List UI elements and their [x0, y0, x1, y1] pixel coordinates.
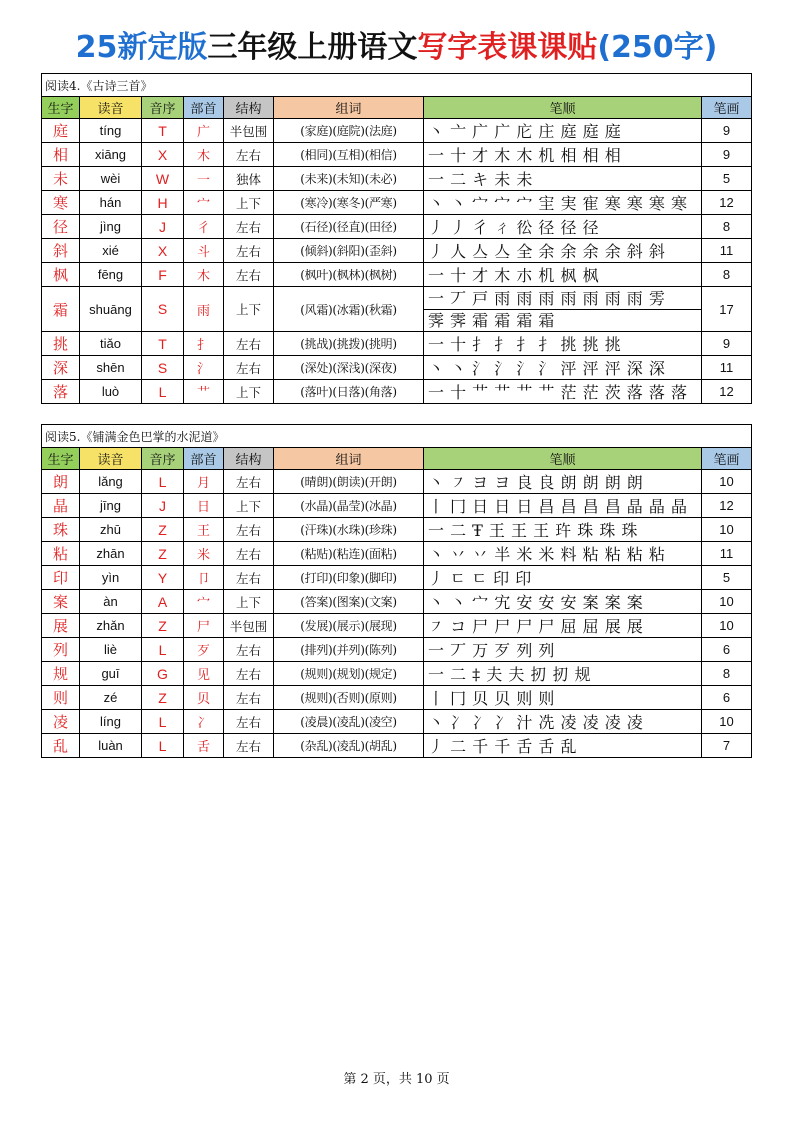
- cell-words: (排列)(并列)(陈列): [274, 638, 424, 662]
- table-row: [42, 191, 752, 215]
- cell-order: 丨 冂 日 日 日 昌 昌 昌 昌 晶 晶 晶: [424, 494, 702, 518]
- header-radical: 部首: [184, 97, 224, 119]
- cell-strokes: 8: [702, 662, 752, 686]
- section-poems: [41, 73, 751, 404]
- cell-initial: F: [142, 263, 184, 287]
- cell-char: 未: [42, 167, 80, 191]
- cell-structure: 上下: [224, 191, 274, 215]
- table-row: [42, 470, 752, 494]
- cell-words: (晴朗)(朗读)(开朗): [274, 470, 424, 494]
- cell-initial: H: [142, 191, 184, 215]
- cell-initial: L: [142, 470, 184, 494]
- cell-initial: T: [142, 119, 184, 143]
- cell-initial: L: [142, 380, 184, 404]
- cell-char: 径: [42, 215, 80, 239]
- cell-strokes: 12: [702, 191, 752, 215]
- cell-structure: 上下: [224, 380, 274, 404]
- cell-radical: 艹: [184, 380, 224, 404]
- cell-structure: 左右: [224, 662, 274, 686]
- cell-structure: 左右: [224, 710, 274, 734]
- cell-strokes: 12: [702, 494, 752, 518]
- cell-initial: L: [142, 734, 184, 758]
- order-line-2: 霁 霁 霜 霜 霜 霜: [428, 310, 555, 330]
- cell-initial: J: [142, 215, 184, 239]
- cell-strokes: 9: [702, 119, 752, 143]
- cell-strokes: 12: [702, 380, 752, 404]
- cell-initial: L: [142, 710, 184, 734]
- table-row: [42, 734, 752, 758]
- cell-char: 霜: [42, 287, 80, 332]
- cell-radical: 米: [184, 542, 224, 566]
- cell-char: 则: [42, 686, 80, 710]
- cell-strokes: 10: [702, 470, 752, 494]
- cell-order: ㇇ コ 尸 尸 尸 尸 屈 屈 展 展: [424, 614, 702, 638]
- cell-pinyin: tiǎo: [80, 332, 142, 356]
- cell-structure: 左右: [224, 143, 274, 167]
- cell-initial: X: [142, 239, 184, 263]
- cell-order: 一 十 艹 艹 艹 艹 茫 茫 茨 落 落 落: [424, 380, 702, 404]
- cell-char: 庭: [42, 119, 80, 143]
- cell-order: 丶 丶 宀 宀 宀 宔 実 寉 寒 寒 寒 寒: [424, 191, 702, 215]
- cell-words: (汗珠)(水珠)(珍珠): [274, 518, 424, 542]
- table-row: [42, 662, 752, 686]
- cell-pinyin: zhū: [80, 518, 142, 542]
- cell-initial: Z: [142, 542, 184, 566]
- cell-strokes: 11: [702, 239, 752, 263]
- cell-structure: 半包围: [224, 614, 274, 638]
- cell-radical: 彳: [184, 215, 224, 239]
- cell-structure: 左右: [224, 518, 274, 542]
- cell-structure: 上下: [224, 494, 274, 518]
- section-cement-road: [41, 424, 751, 758]
- cell-words: (挑战)(挑拨)(挑明): [274, 332, 424, 356]
- table-row: [42, 686, 752, 710]
- cell-radical: 木: [184, 143, 224, 167]
- cell-char: 展: [42, 614, 80, 638]
- cell-order: 丶 亠 广 广 庀 庄 庭 庭 庭: [424, 119, 702, 143]
- cell-strokes: 8: [702, 263, 752, 287]
- table-row: [42, 263, 752, 287]
- cell-radical: 氵: [184, 356, 224, 380]
- cell-structure: 左右: [224, 542, 274, 566]
- cell-radical: 一: [184, 167, 224, 191]
- page-title: [0, 28, 793, 68]
- cell-pinyin: shuāng: [80, 287, 142, 332]
- cell-order: 一 二 Ŧ 王 王 王 玝 珠 珠 珠: [424, 518, 702, 542]
- table-row: [42, 710, 752, 734]
- cell-initial: W: [142, 167, 184, 191]
- cell-words: (发展)(展示)(展现): [274, 614, 424, 638]
- table-row: [42, 356, 752, 380]
- cell-pinyin: jìng: [80, 215, 142, 239]
- stroke-table: [41, 73, 752, 404]
- cell-pinyin: guī: [80, 662, 142, 686]
- cell-radical: 卩: [184, 566, 224, 590]
- cell-order: 丶 丷 丷 半 米 米 料 粘 粘 粘 粘: [424, 542, 702, 566]
- cell-words: (凌晨)(凌乱)(凌空): [274, 710, 424, 734]
- cell-structure: 左右: [224, 470, 274, 494]
- cell-char: 落: [42, 380, 80, 404]
- cell-strokes: 6: [702, 638, 752, 662]
- header-strokes: 笔画: [702, 97, 752, 119]
- cell-words: (粘贴)(粘连)(面粘): [274, 542, 424, 566]
- cell-initial: T: [142, 332, 184, 356]
- cell-char: 乱: [42, 734, 80, 758]
- cell-initial: Y: [142, 566, 184, 590]
- cell-structure: 半包围: [224, 119, 274, 143]
- cell-char: 凌: [42, 710, 80, 734]
- cell-structure: 左右: [224, 332, 274, 356]
- page-footer: 第 2 页，共 10 页: [343, 1072, 450, 1087]
- cell-strokes: 10: [702, 518, 752, 542]
- cell-strokes: 5: [702, 167, 752, 191]
- cell-radical: 尸: [184, 614, 224, 638]
- cell-structure: 独体: [224, 167, 274, 191]
- cell-order: 丶 丶 宀 宄 安 安 安 案 案 案: [424, 590, 702, 614]
- header-radical: 部首: [184, 448, 224, 470]
- cell-structure: 左右: [224, 734, 274, 758]
- cell-strokes: 17: [702, 287, 752, 332]
- cell-words: (规则)(规划)(规定): [274, 662, 424, 686]
- cell-initial: A: [142, 590, 184, 614]
- cell-words: (杂乱)(凌乱)(胡乱): [274, 734, 424, 758]
- table-row: [42, 590, 752, 614]
- cell-order: 丨 冂 贝 贝 则 则: [424, 686, 702, 710]
- cell-order: 丿 丿 彳 ㄔ 彸 径 径 径: [424, 215, 702, 239]
- cell-pinyin: zhān: [80, 542, 142, 566]
- table-row: [42, 143, 752, 167]
- table-row: [42, 566, 752, 590]
- cell-radical: 斗: [184, 239, 224, 263]
- cell-pinyin: xiāng: [80, 143, 142, 167]
- header-structure: 结构: [224, 448, 274, 470]
- cell-strokes: 6: [702, 686, 752, 710]
- cell-initial: Z: [142, 614, 184, 638]
- cell-order: 一 丆 万 歹 列 列: [424, 638, 702, 662]
- cell-radical: 王: [184, 518, 224, 542]
- cell-pinyin: zhǎn: [80, 614, 142, 638]
- cell-radical: 广: [184, 119, 224, 143]
- header-words: 组词: [274, 448, 424, 470]
- cell-structure: 左右: [224, 686, 274, 710]
- cell-words: (规则)(否则)(原则): [274, 686, 424, 710]
- cell-strokes: 10: [702, 710, 752, 734]
- cell-char: 寒: [42, 191, 80, 215]
- cell-radical: 见: [184, 662, 224, 686]
- cell-radical: 扌: [184, 332, 224, 356]
- cell-char: 印: [42, 566, 80, 590]
- cell-pinyin: tíng: [80, 119, 142, 143]
- table-row: [42, 494, 752, 518]
- cell-char: 枫: [42, 263, 80, 287]
- cell-char: 相: [42, 143, 80, 167]
- cell-structure: 左右: [224, 263, 274, 287]
- cell-strokes: 8: [702, 215, 752, 239]
- cell-pinyin: luàn: [80, 734, 142, 758]
- table-row: [42, 215, 752, 239]
- cell-char: 珠: [42, 518, 80, 542]
- cell-structure: 左右: [224, 215, 274, 239]
- cell-char: 粘: [42, 542, 80, 566]
- cell-strokes: 5: [702, 566, 752, 590]
- cell-order: 一 十 扌 扌 扌 扌 挑 挑 挑: [424, 332, 702, 356]
- cell-radical: 贝: [184, 686, 224, 710]
- cell-initial: X: [142, 143, 184, 167]
- header-char: 生字: [42, 97, 80, 119]
- table-row: [42, 542, 752, 566]
- section-caption: 阅读5.《铺满金色巴掌的水泥道》: [42, 425, 752, 448]
- header-char: 生字: [42, 448, 80, 470]
- cell-radical: 月: [184, 470, 224, 494]
- cell-words: (深处)(深浅)(深夜): [274, 356, 424, 380]
- title-part-4: (250字): [597, 30, 718, 65]
- header-order: 笔顺: [424, 97, 702, 119]
- cell-order: 丶 丶 氵 氵 氵 氵 泙 泙 泙 深 深: [424, 356, 702, 380]
- cell-order: 丶 冫 冫 冫 汁 冼 凌 凌 凌 凌: [424, 710, 702, 734]
- cell-order: [424, 287, 702, 332]
- cell-structure: 左右: [224, 239, 274, 263]
- cell-words: (枫叶)(枫林)(枫树): [274, 263, 424, 287]
- cell-structure: 左右: [224, 638, 274, 662]
- cell-initial: Z: [142, 686, 184, 710]
- cell-char: 深: [42, 356, 80, 380]
- cell-pinyin: liè: [80, 638, 142, 662]
- cell-words: (石径)(径直)(田径): [274, 215, 424, 239]
- cell-structure: 左右: [224, 566, 274, 590]
- header-words: 组词: [274, 97, 424, 119]
- cell-pinyin: líng: [80, 710, 142, 734]
- table-row: [42, 332, 752, 356]
- header-pinyin: 读音: [80, 448, 142, 470]
- table-row: [42, 167, 752, 191]
- cell-words: (水晶)(晶莹)(冰晶): [274, 494, 424, 518]
- cell-radical: 日: [184, 494, 224, 518]
- cell-radical: 宀: [184, 191, 224, 215]
- table-row: [42, 518, 752, 542]
- cell-structure: 上下: [224, 590, 274, 614]
- cell-initial: G: [142, 662, 184, 686]
- cell-initial: L: [142, 638, 184, 662]
- cell-order: 一 二 ‡ 夫 夫 扨 扨 规: [424, 662, 702, 686]
- header-structure: 结构: [224, 97, 274, 119]
- cell-pinyin: xié: [80, 239, 142, 263]
- header-pinyin: 读音: [80, 97, 142, 119]
- cell-strokes: 11: [702, 356, 752, 380]
- table-row: [42, 614, 752, 638]
- cell-radical: 雨: [184, 287, 224, 332]
- cell-words: (寒冷)(寒冬)(严寒): [274, 191, 424, 215]
- title-part-2: 三年级上册语文: [207, 30, 418, 65]
- cell-char: 晶: [42, 494, 80, 518]
- cell-char: 案: [42, 590, 80, 614]
- cell-strokes: 7: [702, 734, 752, 758]
- header-initial: 音序: [142, 448, 184, 470]
- cell-radical: 歹: [184, 638, 224, 662]
- header-order: 笔顺: [424, 448, 702, 470]
- cell-char: 规: [42, 662, 80, 686]
- cell-strokes: 9: [702, 332, 752, 356]
- cell-words: (风霜)(冰霜)(秋霜): [274, 287, 424, 332]
- table-row: [42, 239, 752, 263]
- cell-order: 一 十 才 木 木 机 相 相 相: [424, 143, 702, 167]
- cell-char: 列: [42, 638, 80, 662]
- cell-words: (家庭)(庭院)(法庭): [274, 119, 424, 143]
- cell-order: 丿 人 亼 亼 全 余 余 余 余 斜 斜: [424, 239, 702, 263]
- cell-radical: 冫: [184, 710, 224, 734]
- cell-structure: 上下: [224, 287, 274, 332]
- cell-radical: 宀: [184, 590, 224, 614]
- stroke-table: [41, 424, 752, 758]
- cell-pinyin: àn: [80, 590, 142, 614]
- cell-strokes: 11: [702, 542, 752, 566]
- cell-strokes: 10: [702, 614, 752, 638]
- cell-initial: J: [142, 494, 184, 518]
- title-part-1: 25新定版: [75, 30, 208, 65]
- cell-words: (落叶)(日落)(角落): [274, 380, 424, 404]
- cell-pinyin: shēn: [80, 356, 142, 380]
- table-row: [42, 380, 752, 404]
- table-row: [42, 119, 752, 143]
- cell-pinyin: fēng: [80, 263, 142, 287]
- cell-words: (未来)(未知)(未必): [274, 167, 424, 191]
- title-part-3: 写字表课课贴: [417, 30, 598, 65]
- cell-words: (倾斜)(斜阳)(歪斜): [274, 239, 424, 263]
- header-initial: 音序: [142, 97, 184, 119]
- cell-order: 丿 ㄷ ㄷ 印 印: [424, 566, 702, 590]
- cell-order: 丿 二 千 千 舌 舌 乱: [424, 734, 702, 758]
- cell-pinyin: jīng: [80, 494, 142, 518]
- cell-pinyin: yìn: [80, 566, 142, 590]
- cell-pinyin: hán: [80, 191, 142, 215]
- cell-words: (打印)(印象)(脚印): [274, 566, 424, 590]
- header-strokes: 笔画: [702, 448, 752, 470]
- cell-radical: 木: [184, 263, 224, 287]
- cell-words: (答案)(图案)(文案): [274, 590, 424, 614]
- cell-initial: Z: [142, 518, 184, 542]
- cell-strokes: 9: [702, 143, 752, 167]
- cell-order: 一 二 キ 未 未: [424, 167, 702, 191]
- cell-pinyin: zé: [80, 686, 142, 710]
- cell-order: 一 十 才 木 朩 机 枫 枫: [424, 263, 702, 287]
- cell-char: 斜: [42, 239, 80, 263]
- cell-pinyin: luò: [80, 380, 142, 404]
- cell-initial: S: [142, 356, 184, 380]
- cell-pinyin: wèi: [80, 167, 142, 191]
- section-caption: 阅读4.《古诗三首》: [42, 74, 752, 97]
- cell-initial: S: [142, 287, 184, 332]
- cell-char: 朗: [42, 470, 80, 494]
- order-line-1: 一 丆 戸 雨 雨 雨 雨 雨 雨 雨 雱: [424, 288, 701, 310]
- cell-structure: 左右: [224, 356, 274, 380]
- table-row: [42, 638, 752, 662]
- cell-char: 挑: [42, 332, 80, 356]
- table-row: [42, 287, 752, 332]
- cell-order: 丶 ㇇ ヨ ヨ 良 良 朗 朗 朗 朗: [424, 470, 702, 494]
- cell-radical: 舌: [184, 734, 224, 758]
- cell-pinyin: lǎng: [80, 470, 142, 494]
- cell-words: (相同)(互相)(相信): [274, 143, 424, 167]
- cell-strokes: 10: [702, 590, 752, 614]
